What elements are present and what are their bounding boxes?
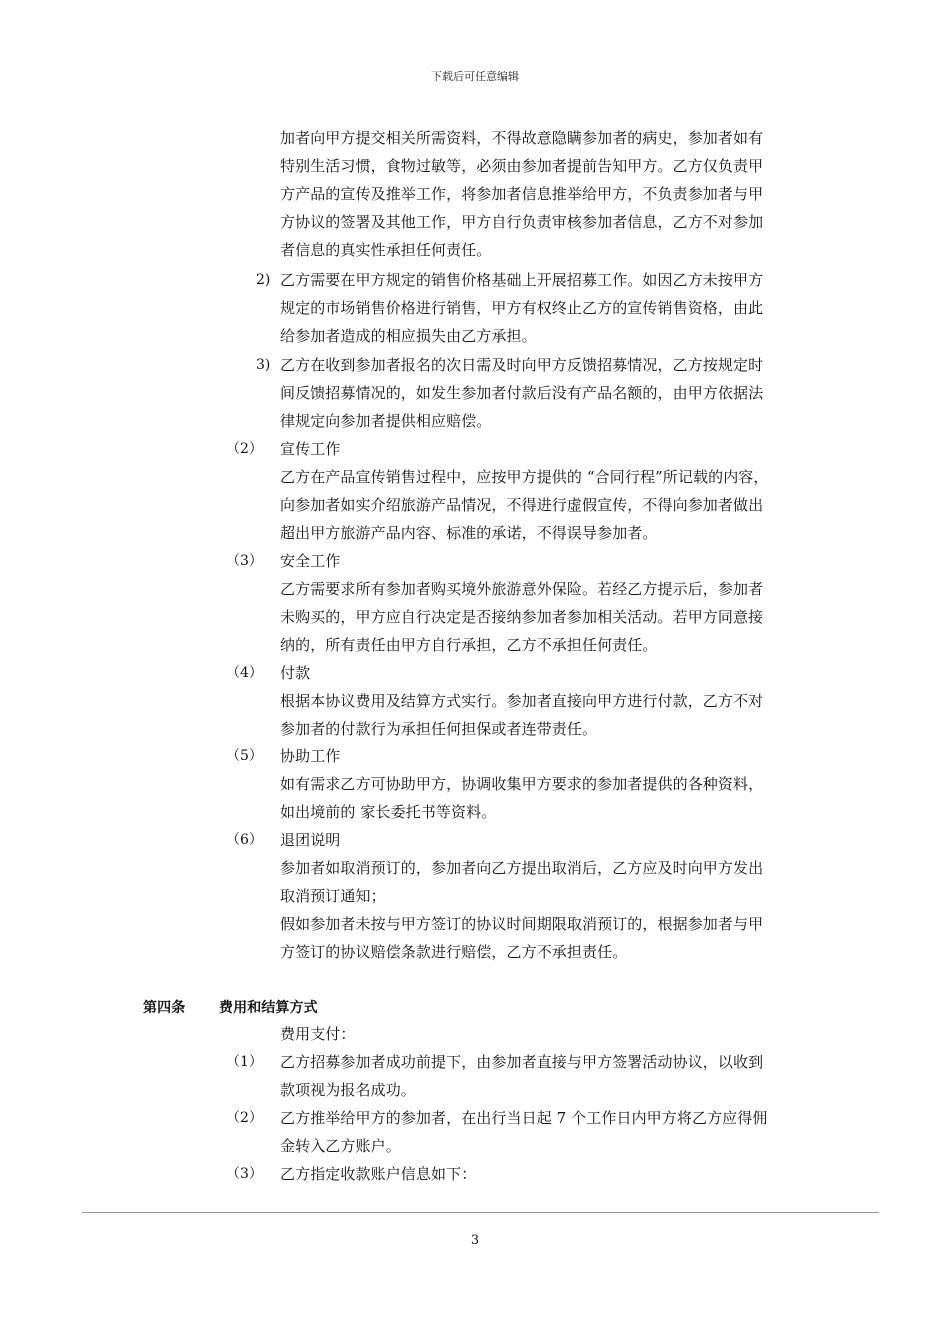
paragraph-line: 方协议的签署及其他工作，甲方自行负责审核参加者信息，乙方不对参加	[280, 213, 764, 231]
paragraph-line: 乙方在产品宣传销售过程中，应按甲方提供的 “合同行程”所记载的内容，	[280, 468, 769, 486]
paragraph-line: 者信息的真实性承担任何责任。	[280, 241, 492, 259]
page-header: 下载后可任意编辑	[431, 70, 519, 83]
paragraph-line: 向参加者如实介绍旅游产品情况，不得进行虚假宣传，不得向参加者做出	[280, 496, 764, 514]
paragraph-line: 参加者如取消预订的，参加者向乙方提出取消后，乙方应及时向甲方发出	[280, 859, 764, 877]
paragraph-line: 方签订的协议赔偿条款进行赔偿，乙方不承担责任。	[280, 943, 628, 961]
item-number: （3）	[226, 553, 263, 569]
paragraph-line: 如出境前的 家长委托书等资料。	[280, 803, 497, 821]
paragraph-line: 乙方指定收款账户信息如下：	[280, 1165, 477, 1183]
paragraph-line: 特别生活习惯，食物过敏等，必须由参加者提前告知甲方。乙方仅负责甲	[280, 157, 764, 175]
item-title: 协助工作	[280, 747, 341, 765]
item-title: 宣传工作	[280, 440, 341, 458]
paragraph-line: 未购买的，甲方应自行决定是否接纳参加者参加相关活动。若甲方同意接	[280, 608, 764, 626]
paragraph-line: 纳的，所有责任由甲方自行承担，乙方不承担任何责任。	[280, 636, 658, 654]
page-number: 3	[470, 1233, 480, 1248]
paragraph-line: 加者向甲方提交相关所需资料，不得故意隐瞒参加者的病史，参加者如有	[280, 129, 764, 147]
paragraph-line: 乙方需要求所有参加者购买境外旅游意外保险。若经乙方提示后，参加者	[280, 580, 764, 598]
paragraph-line: 规定的市场销售价格进行销售，甲方有权终止乙方的宣传销售资格，由此	[280, 299, 764, 317]
paragraph-line: 给参加者造成的相应损失由乙方承担。	[280, 327, 537, 345]
paragraph-line: 假如参加者未按与甲方签订的协议时间期限取消预订的，根据参加者与甲	[280, 915, 764, 933]
paragraph-line: 费用支付：	[280, 1025, 356, 1043]
paragraph-line: 乙方招募参加者成功前提下，由参加者直接与甲方签署活动协议，以收到	[280, 1053, 764, 1071]
paragraph-line: 律规定向参加者提供相应赔偿。	[280, 412, 492, 430]
footer-divider	[82, 1212, 879, 1213]
paragraph-line: 根据本协议费用及结算方式实行。参加者直接向甲方进行付款，乙方不对	[280, 692, 764, 710]
item-title: 安全工作	[280, 552, 341, 570]
article-label: 第四条	[143, 1000, 186, 1016]
paragraph-line: 取消预订通知；	[280, 887, 386, 905]
item-number: （6）	[226, 832, 263, 848]
item-number: （5）	[226, 748, 263, 764]
paragraph-line: 乙方需要在甲方规定的销售价格基础上开展招募工作。如因乙方未按甲方	[280, 271, 764, 289]
paragraph-line: 参加者的付款行为承担任何担保或者连带责任。	[280, 720, 598, 738]
paragraph-line: 超出甲方旅游产品内容、标准的承诺，不得误导参加者。	[280, 524, 658, 542]
paragraph-line: 方产品的宣传及推举工作，将参加者信息推举给甲方，不负责参加者与甲	[280, 185, 764, 203]
item-title: 退团说明	[280, 831, 341, 849]
paragraph-line: 款项视为报名成功。	[280, 1081, 416, 1099]
item-number: （4）	[226, 665, 263, 681]
sub-item-number: 3)	[256, 357, 271, 373]
paragraph-line: 乙方在收到参加者报名的次日需及时向甲方反馈招募情况，乙方按规定时	[280, 356, 764, 374]
article-title: 费用和结算方式	[219, 1000, 318, 1016]
sub-item-number: 2)	[256, 272, 271, 288]
item-number: （2）	[226, 1110, 263, 1126]
item-title: 付款	[280, 664, 311, 682]
paragraph-line: 金转入乙方账户。	[280, 1137, 401, 1155]
paragraph-line: 乙方推举给甲方的参加者，在出行当日起 7 个工作日内甲方将乙方应得佣	[280, 1109, 768, 1127]
paragraph-line: 间反馈招募情况的，如发生参加者付款后没有产品名额的，由甲方依据法	[280, 384, 764, 402]
paragraph-line: 如有需求乙方可协助甲方，协调收集甲方要求的参加者提供的各种资料，	[280, 775, 764, 793]
item-number: （2）	[226, 441, 263, 457]
item-number: （1）	[226, 1054, 263, 1070]
item-number: （3）	[226, 1166, 263, 1182]
